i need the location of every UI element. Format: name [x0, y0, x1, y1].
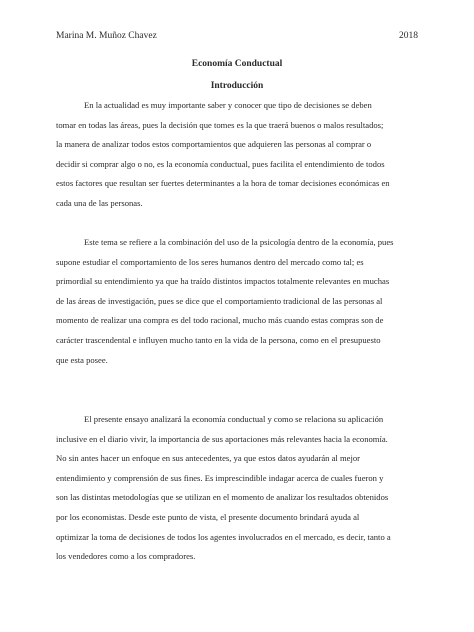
- paragraph-line: Este tema se refiere a la combinación del uso de la psicología dentro de la economía, pues: [84, 237, 394, 247]
- header-year: 2018: [399, 31, 418, 41]
- paragraph-line: carácter trascendental e influyen mucho tanto en la vida de la persona, como en el presupuesto: [56, 334, 381, 345]
- author-name: Marina M. Muñoz Chavez: [56, 31, 157, 41]
- paragraph-line: inclusive en el diario vivir, la importancia de sus aportaciones más relevantes hacia la economía.: [56, 433, 388, 444]
- paragraph-line: estos factores que resultan ser fuertes determinantes a la hora de tomar decisiones económicas en: [56, 178, 390, 189]
- section-heading: Introducción: [210, 81, 264, 91]
- paragraph-line: tomar en todas las áreas, pues la decisión que tomes es la que traerá buenos o malos resultados;: [56, 119, 384, 130]
- paragraph-line: de las áreas de investigación, pues se dice que el comportamiento tradicional de las personas al: [56, 295, 383, 306]
- paragraph-line: la manera de analizar todos estos comportamientos que adquieren las personas al comprar o: [56, 139, 372, 150]
- paragraph-line: entendimiento y comprensión de sus fines. Es imprescindible indagar acerca de cuales fueron y: [56, 472, 384, 483]
- page-header: [56, 30, 418, 42]
- paragraph-line: los vendedores como a los compradores.: [56, 551, 196, 562]
- paragraph-1: [56, 96, 418, 214]
- paragraph-line: primordial su entendimiento ya que ha traído distintos impactos totalmente relevantes en muchas: [56, 276, 390, 287]
- paragraph-line: No sin antes hacer un enfoque en sus antecedentes, ya que estos datos ayudarán al mejor: [56, 453, 361, 464]
- paragraph-3: [56, 410, 418, 567]
- paragraph-line: son las distintas metodologías que se utilizan en el momento de analizar los resultados obtenidos: [56, 492, 389, 503]
- paragraph-line: decidir si comprar algo o no, es la economía conductual, pues facilita el entendimiento de todos: [56, 158, 385, 169]
- paragraph-line: En la actualidad es muy importante saber y conocer que tipo de decisiones se deben: [84, 100, 372, 110]
- paragraph-line: por los economistas. Desde este punto de vista, el presente documento brindará ayuda al: [56, 511, 360, 522]
- paragraph-line: El presente ensayo analizará la economía conductual y como se relaciona su aplicación: [84, 414, 384, 424]
- paragraph-line: momento de realizar una compra es del todo racional, mucho más cuando estas compras son de: [56, 315, 384, 326]
- paragraph-2: [56, 233, 418, 370]
- paragraph-line: optimizar la toma de decisiones de todos los agentes involucrados en el mercado, es decir, tanto a: [56, 531, 391, 542]
- paragraph-line: supone estudiar el comportamiento de los seres humanos dentro del mercado como tal; es: [56, 256, 364, 267]
- paragraph-line: que esta posee.: [56, 354, 108, 365]
- document-title: Economía Conductual: [191, 59, 283, 69]
- paragraph-line: cada una de las personas.: [56, 197, 143, 208]
